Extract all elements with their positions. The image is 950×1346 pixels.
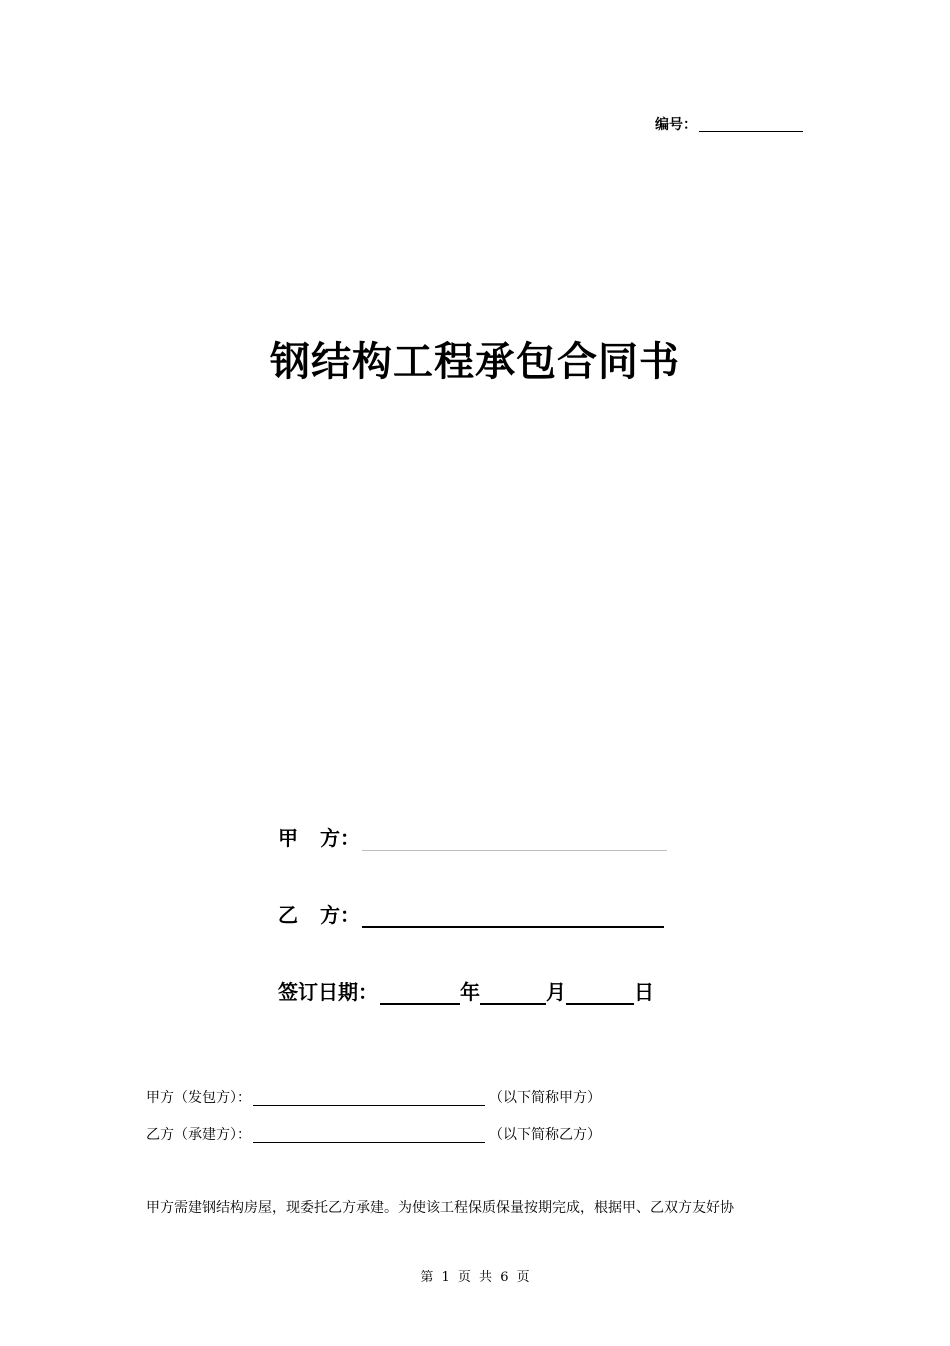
detail-party-a-blank[interactable] xyxy=(253,1089,485,1106)
body-paragraph: 甲方需建钢结构房屋，现委托乙方承建。为使该工程保质保量按期完成，根据甲、乙双方友好协 xyxy=(146,1200,734,1216)
party-a-label-1: 甲 xyxy=(278,826,298,850)
year-blank[interactable] xyxy=(380,983,460,1005)
detail-party-a-label: 甲方（发包方）： xyxy=(146,1090,251,1106)
contract-number-blank[interactable] xyxy=(699,115,803,132)
party-b-blank[interactable] xyxy=(362,906,664,928)
document-title: 钢结构工程承包合同书 xyxy=(270,339,680,385)
party-b-label-2: 方： xyxy=(320,903,360,927)
cover-sign-date xyxy=(278,977,654,1007)
year-label: 年 xyxy=(460,980,480,1004)
contract-number xyxy=(655,114,803,136)
detail-party-b xyxy=(146,1124,601,1146)
detail-party-b-suffix: （以下简称乙方） xyxy=(489,1127,601,1143)
detail-party-b-label: 乙方（承建方）： xyxy=(146,1127,251,1143)
detail-party-a xyxy=(146,1087,601,1109)
party-a-blank[interactable] xyxy=(362,830,667,851)
day-label: 日 xyxy=(634,980,654,1004)
detail-party-b-blank[interactable] xyxy=(253,1126,485,1143)
cover-party-b xyxy=(278,900,664,930)
cover-party-a xyxy=(278,823,667,853)
contract-number-label: 编号： xyxy=(655,117,697,133)
month-blank[interactable] xyxy=(480,983,546,1005)
party-a-label-2: 方： xyxy=(320,826,360,850)
month-label: 月 xyxy=(546,980,566,1004)
sign-date-label: 签订日期： xyxy=(278,980,378,1004)
day-blank[interactable] xyxy=(566,983,634,1005)
page-footer: 第 1 页 共 6 页 xyxy=(420,1270,530,1285)
detail-party-a-suffix: （以下简称甲方） xyxy=(489,1090,601,1106)
party-b-label-1: 乙 xyxy=(278,903,298,927)
